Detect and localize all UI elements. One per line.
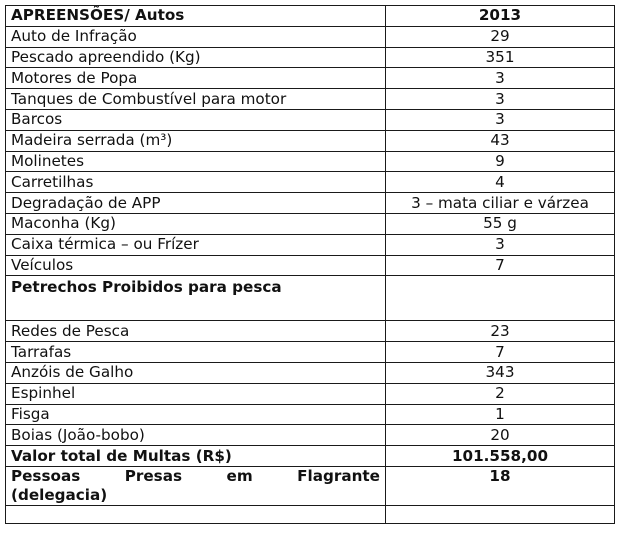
- total-value: 101.558,00: [386, 446, 615, 467]
- row-label: Barcos: [6, 109, 386, 130]
- table-row: [6, 234, 615, 255]
- header-year: 2013: [386, 6, 615, 27]
- row-label: Espinhel: [6, 383, 386, 404]
- row-value: 55 g: [386, 213, 615, 234]
- row-value: 3: [386, 68, 615, 89]
- row-label: Fisga: [6, 404, 386, 425]
- table-row: [6, 213, 615, 234]
- table-row: [6, 342, 615, 363]
- row-value: 3 – mata ciliar e várzea: [386, 193, 615, 214]
- row-label: Boias (João-bobo): [6, 425, 386, 446]
- table-row: [6, 151, 615, 172]
- table-row: [6, 172, 615, 193]
- row-label: Tarrafas: [6, 342, 386, 363]
- row-value: 3: [386, 89, 615, 110]
- row-value: 7: [386, 342, 615, 363]
- table-row: [6, 68, 615, 89]
- row-value: 29: [386, 26, 615, 47]
- section-row: [6, 276, 615, 321]
- row-label: Pescado apreendido (Kg): [6, 47, 386, 68]
- row-value: 351: [386, 47, 615, 68]
- row-label: Veículos: [6, 255, 386, 276]
- section-title: Petrechos Proibidos para pesca: [6, 276, 386, 321]
- row-label: Motores de Popa: [6, 68, 386, 89]
- row-value: 43: [386, 130, 615, 151]
- table-row: [6, 193, 615, 214]
- row-label: Madeira serrada (m³): [6, 130, 386, 151]
- empty-cell: [386, 505, 615, 523]
- row-label: Carretilhas: [6, 172, 386, 193]
- table-row: [6, 130, 615, 151]
- presas-value: 18: [386, 466, 615, 505]
- total-row: [6, 446, 615, 467]
- row-value: 7: [386, 255, 615, 276]
- seizures-table: [5, 5, 615, 524]
- row-value: 4: [386, 172, 615, 193]
- presas-label-line2: (delegacia): [11, 485, 108, 504]
- row-label: Caixa térmica – ou Frízer: [6, 234, 386, 255]
- row-value: 3: [386, 234, 615, 255]
- row-value: 343: [386, 362, 615, 383]
- row-label: Molinetes: [6, 151, 386, 172]
- presas-label-line1: Pessoas Presas em Flagrante: [11, 466, 380, 485]
- presas-row: [6, 466, 615, 505]
- row-value: 20: [386, 425, 615, 446]
- row-label: Tanques de Combustível para motor: [6, 89, 386, 110]
- row-value: 23: [386, 321, 615, 342]
- row-value: 1: [386, 404, 615, 425]
- row-label: Degradação de APP: [6, 193, 386, 214]
- section-value-empty: [386, 276, 615, 321]
- table-row: [6, 383, 615, 404]
- row-value: 3: [386, 109, 615, 130]
- table-row: [6, 47, 615, 68]
- table-row: [6, 404, 615, 425]
- table-row: [6, 255, 615, 276]
- header-row: [6, 6, 615, 27]
- empty-row: [6, 505, 615, 523]
- total-label: Valor total de Multas (R$): [6, 446, 386, 467]
- table-row: [6, 26, 615, 47]
- row-label: Redes de Pesca: [6, 321, 386, 342]
- row-label: Auto de Infração: [6, 26, 386, 47]
- table-row: [6, 362, 615, 383]
- presas-label: [6, 466, 386, 505]
- row-value: 2: [386, 383, 615, 404]
- seizures-table-container: [5, 5, 614, 528]
- row-value: 9: [386, 151, 615, 172]
- row-label: Anzóis de Galho: [6, 362, 386, 383]
- empty-cell: [6, 505, 386, 523]
- table-row: [6, 89, 615, 110]
- table-row: [6, 321, 615, 342]
- table-row: [6, 425, 615, 446]
- header-label: APREENSÕES/ Autos: [6, 6, 386, 27]
- row-label: Maconha (Kg): [6, 213, 386, 234]
- table-row: [6, 109, 615, 130]
